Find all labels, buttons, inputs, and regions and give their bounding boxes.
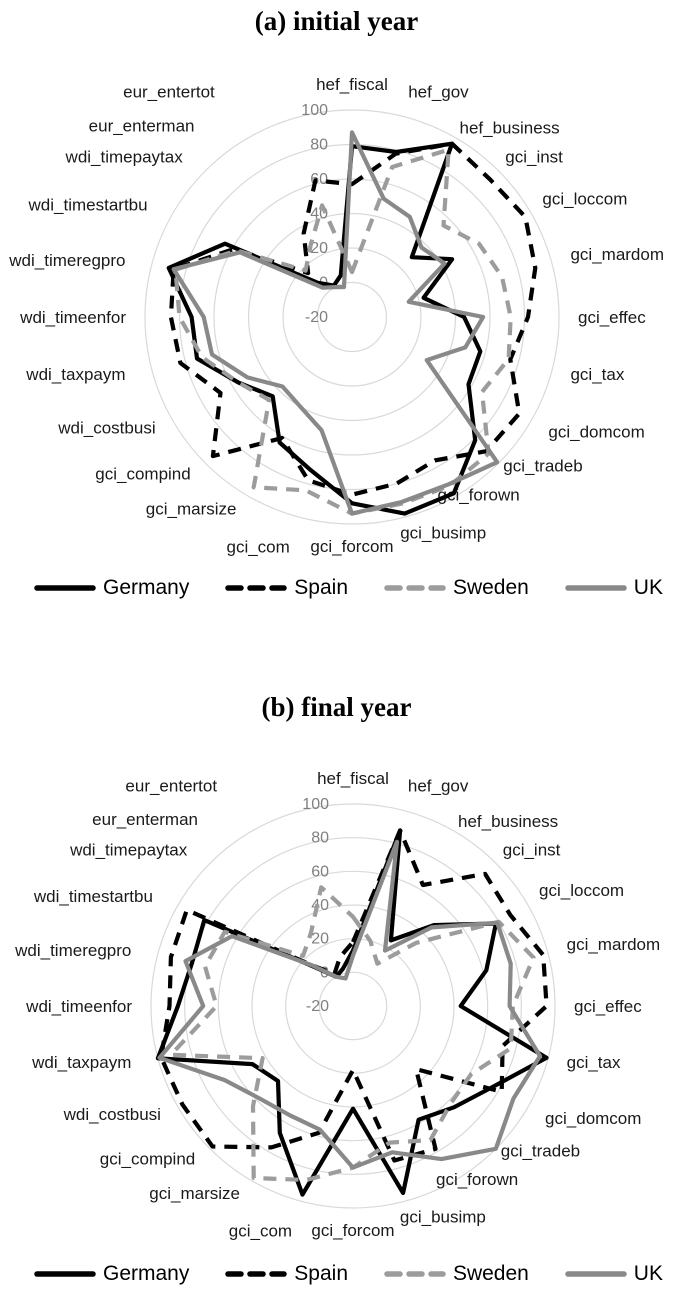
category-label-gci_forown: gci_forown	[437, 485, 520, 505]
category-label-hef_gov: hef_gov	[407, 776, 469, 796]
chart-a-title: (a) initial year	[254, 6, 419, 36]
category-label-gci_compind: gci_compind	[99, 1149, 196, 1169]
category-label-gci_loccom: gci_loccom	[542, 189, 628, 209]
category-label-hef_business: hef_business	[458, 811, 559, 831]
series-polygon-germany	[158, 830, 547, 1194]
tick-label: 80	[310, 136, 328, 154]
legend-line-germany-icon	[34, 583, 96, 593]
category-label-gci_tradeb: gci_tradeb	[500, 1141, 581, 1161]
legend-label-sweden: Sweden	[452, 576, 529, 599]
legend-line-spain-icon	[225, 583, 287, 593]
legend-label-germany: Germany	[103, 1262, 190, 1285]
legend-item-uk	[565, 576, 663, 600]
tick-label: -20	[305, 998, 329, 1015]
legend-line-uk-icon	[565, 583, 627, 593]
legend-line-spain-icon	[225, 1269, 287, 1279]
category-label-wdi_timestartbu: wdi_timestartbu	[28, 195, 148, 215]
category-label-gci_effec: gci_effec	[578, 308, 646, 327]
legend-label-spain: Spain	[294, 1262, 349, 1285]
tick-label: 40	[310, 205, 328, 223]
grid-ring	[214, 179, 490, 455]
tick-label: 20	[311, 930, 329, 948]
tick-label: 80	[311, 829, 329, 847]
category-label-gci_domcom: gci_domcom	[548, 422, 645, 442]
category-label-gci_forown: gci_forown	[436, 1170, 519, 1190]
category-label-gci_busimp: gci_busimp	[400, 523, 487, 543]
category-label-gci_tax: gci_tax	[566, 1052, 621, 1072]
tick-label: 20	[310, 240, 328, 257]
category-label-hef_fiscal: hef_fiscal	[316, 75, 388, 94]
category-label-gci_inst: gci_inst	[502, 840, 561, 860]
legend-chart-a	[0, 570, 673, 606]
category-label-wdi_timepaytax: wdi_timepaytax	[70, 840, 188, 860]
legend-item-spain	[225, 576, 348, 600]
category-label-gci_busimp: gci_busimp	[399, 1207, 486, 1227]
tick-label: 60	[311, 863, 329, 881]
category-label-hef_gov: hef_gov	[408, 82, 469, 102]
legend-item-germany	[34, 1262, 189, 1286]
category-label-wdi_timeregpro: wdi_timeregpro	[9, 250, 126, 270]
legend-chart-b	[0, 1256, 673, 1292]
category-label-gci_effec: gci_effec	[574, 997, 642, 1016]
category-label-wdi_taxpaym: wdi_taxpaym	[32, 1052, 132, 1072]
legend-line-sweden-icon	[384, 1269, 446, 1279]
legend-item-germany	[34, 576, 189, 600]
legend-label-uk: UK	[633, 1262, 663, 1285]
legend-line-uk-icon	[565, 1269, 627, 1279]
legend-item-uk	[565, 1262, 663, 1286]
category-label-gci_forcom: gci_forcom	[311, 1221, 395, 1240]
category-label-eur_enterman: eur_enterman	[88, 116, 195, 136]
category-label-gci_inst: gci_inst	[505, 147, 563, 167]
tick-label: 0	[319, 274, 328, 292]
category-label-gci_loccom: gci_loccom	[539, 881, 625, 900]
category-label-gci_compind: gci_compind	[95, 464, 191, 484]
legend-label-germany: Germany	[103, 576, 190, 599]
legend-item-sweden	[384, 576, 529, 600]
category-label-gci_tax: gci_tax	[570, 365, 625, 385]
grid-ring	[185, 838, 522, 1175]
series-polygon-uk	[174, 132, 498, 513]
series-polygon-germany	[169, 144, 481, 514]
category-label-gci_domcom: gci_domcom	[545, 1109, 642, 1128]
category-label-gci_forcom: gci_forcom	[310, 537, 394, 556]
legend-label-uk: UK	[633, 576, 663, 599]
category-label-hef_fiscal: hef_fiscal	[317, 769, 389, 788]
category-label-wdi_timestartbu: wdi_timestartbu	[33, 887, 153, 906]
category-label-wdi_timeregpro: wdi_timeregpro	[15, 941, 132, 961]
grid-ring	[319, 972, 386, 1039]
tick-label: 60	[310, 171, 328, 188]
category-label-wdi_timeenfor: wdi_timeenfor	[26, 997, 132, 1016]
grid-ring	[252, 905, 454, 1107]
legend-label-spain: Spain	[294, 576, 349, 599]
category-label-hef_business: hef_business	[459, 118, 560, 138]
category-label-gci_mardom: gci_mardom	[566, 935, 661, 955]
tick-label: 100	[302, 796, 329, 813]
chart-b-title: (b) final year	[261, 692, 412, 722]
grid-ring	[249, 214, 456, 421]
tick-label: -20	[304, 309, 328, 326]
tick-label: 0	[320, 964, 329, 982]
legend-item-sweden	[384, 1262, 529, 1286]
category-label-wdi_costbusi: wdi_costbusi	[63, 1105, 161, 1124]
category-label-wdi_timepaytax: wdi_timepaytax	[65, 147, 183, 167]
category-label-gci_tradeb: gci_tradeb	[503, 456, 583, 476]
category-label-gci_com: gci_com	[228, 1221, 293, 1241]
category-label-gci_com: gci_com	[226, 537, 290, 557]
tick-label: 40	[311, 897, 329, 914]
tick-label: 100	[301, 102, 328, 119]
category-label-wdi_costbusi: wdi_costbusi	[58, 418, 156, 438]
series-polygon-sweden	[171, 887, 534, 1180]
series-polygon-sweden	[175, 150, 510, 514]
category-label-eur_entertot: eur_entertot	[123, 82, 215, 102]
category-label-eur_enterman: eur_enterman	[92, 809, 198, 829]
category-label-eur_entertot: eur_entertot	[125, 776, 218, 796]
legend-item-spain	[225, 1262, 348, 1286]
category-label-gci_marsize: gci_marsize	[149, 1184, 240, 1204]
category-label-gci_marsize: gci_marsize	[145, 499, 237, 519]
series-polygon-uk	[160, 842, 541, 1168]
legend-label-sweden: Sweden	[452, 1262, 529, 1285]
legend-line-germany-icon	[34, 1269, 96, 1279]
category-label-gci_mardom: gci_mardom	[570, 244, 665, 264]
category-label-wdi_timeenfor: wdi_timeenfor	[20, 308, 126, 327]
legend-line-sweden-icon	[384, 583, 446, 593]
category-label-wdi_taxpaym: wdi_taxpaym	[26, 365, 126, 385]
